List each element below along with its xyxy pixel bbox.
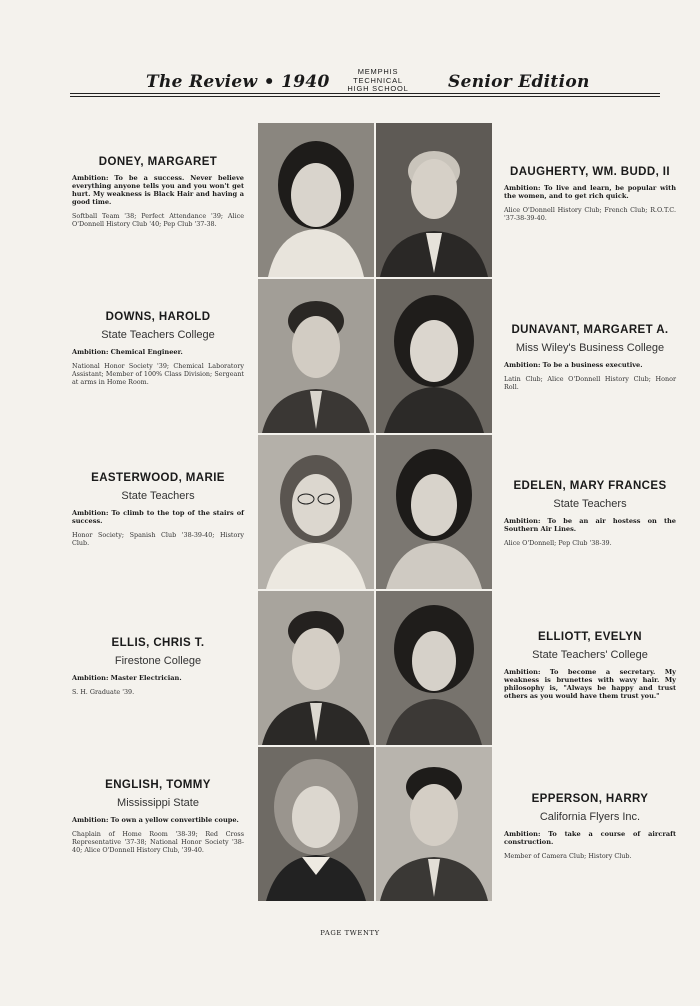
portrait-photo-elliott (376, 591, 492, 745)
student-college: State Teachers (121, 490, 195, 502)
publication-title: The Review • 1940 (146, 72, 330, 92)
header-rule-top (70, 93, 660, 94)
portrait-photo-daugherty (376, 123, 492, 277)
school-name-line-3: HIGH SCHOOL (347, 84, 409, 93)
header-rule-bottom (70, 96, 660, 97)
student-entry-elliott (504, 631, 676, 706)
edition-title: Senior Edition (448, 72, 590, 92)
portrait-image (376, 435, 492, 589)
student-college: State Teachers' College (532, 649, 648, 661)
student-ambition: Ambition: Chemical Engineer. (72, 348, 183, 356)
portrait-image (258, 123, 374, 277)
student-college: Mississippi State (117, 797, 199, 809)
portrait-image (258, 591, 374, 745)
portrait-image (376, 279, 492, 433)
student-name: DOWNS, HAROLD (105, 311, 211, 323)
student-college: State Teachers (553, 498, 627, 510)
student-entry-downs (72, 311, 244, 386)
student-activities: Member of Camera Club; History Club. (504, 852, 632, 860)
portrait-photo-downs (258, 279, 374, 433)
student-entry-edelen (504, 480, 676, 547)
portrait-image (376, 123, 492, 277)
student-activities: S. H. Graduate '39. (72, 688, 135, 696)
student-ambition: Ambition: To climb to the top of the stairs of success. (72, 509, 244, 525)
student-name: DAUGHERTY, WM. BUDD, II (510, 166, 670, 178)
page-number: PAGE TWENTY (320, 929, 380, 937)
portrait-photo-english (258, 747, 374, 901)
student-name: ELLIOTT, EVELYN (538, 631, 642, 643)
portrait-image (258, 435, 374, 589)
student-college: State Teachers College (101, 329, 215, 341)
portrait-photo-easterwood (258, 435, 374, 589)
portrait-image (258, 747, 374, 901)
portrait-image (376, 591, 492, 745)
school-name-line-1: MEMPHIS (357, 67, 399, 76)
student-college: Miss Wiley's Business College (515, 342, 665, 354)
student-college: California Flyers Inc. (539, 811, 641, 823)
student-name: DONEY, MARGARET (98, 156, 218, 168)
student-ambition: Ambition: To become a secretary. My weakness is brunettes with wavy hair. My philosophy is, "Always be happy and trust others as you would have them trust you." (504, 668, 676, 700)
student-name: EASTERWOOD, MARIE (91, 472, 225, 484)
portrait-image (258, 279, 374, 433)
student-college: Firestone College (114, 655, 202, 667)
student-ambition: Ambition: To be a business executive. (504, 361, 643, 369)
portrait-image (376, 747, 492, 901)
student-ambition: Ambition: To take a course of aircraft construction. (504, 830, 676, 846)
student-activities: Latin Club; Alice O'Donnell History Club; Honor Roll. (504, 375, 676, 391)
portrait-photo-edelen (376, 435, 492, 589)
school-name (338, 68, 418, 94)
student-activities: National Honor Society '39; Chemical Laboratory Assistant; Member of 100% Class Division; Sergeant at arms in Home Room. (72, 362, 244, 386)
student-entry-ellis (72, 637, 244, 696)
student-entry-doney (72, 156, 244, 228)
portrait-photo-doney (258, 123, 374, 277)
student-name: EPPERSON, HARRY (531, 793, 649, 805)
portrait-photo-epperson (376, 747, 492, 901)
portrait-photo-dunavant (376, 279, 492, 433)
page-header (70, 62, 660, 102)
student-ambition: Ambition: To be an air hostess on the Southern Air Lines. (504, 517, 676, 533)
student-name: DUNAVANT, MARGARET A. (511, 324, 669, 336)
student-activities: Alice O'Donnell History Club; French Club; R.O.T.C. '37-38-39-40. (504, 206, 676, 222)
student-name: ENGLISH, TOMMY (105, 779, 211, 791)
student-entry-english (72, 779, 244, 854)
student-activities: Honor Society; Spanish Club '38-39-40; History Club. (72, 531, 244, 547)
student-entry-epperson (504, 793, 676, 860)
student-entry-daugherty (504, 166, 676, 222)
student-ambition: Ambition: To live and learn, be popular with the women, and to get rich quick. (504, 184, 676, 200)
student-activities: Alice O'Donnell; Pep Club '38-39. (504, 539, 612, 547)
student-activities: Chaplain of Home Room '38-39; Red Cross Representative '37-38; National Honor Society '38-40; Alice O'Donnell History Club, '39-40. (72, 830, 244, 854)
student-activities: Softball Team '38; Perfect Attendance '39; Alice O'Donnell History Club '40; Pep Club '37-38. (72, 212, 244, 228)
portrait-photo-ellis (258, 591, 374, 745)
student-ambition: Ambition: Master Electrician. (72, 674, 182, 682)
student-entry-dunavant (504, 324, 676, 391)
student-name: ELLIS, CHRIS T. (111, 637, 205, 649)
student-ambition: Ambition: To be a success. Never believe everything anyone tells you and you won't get hurt. My weakness is Black Hair and having a good time. (72, 174, 244, 206)
student-ambition: Ambition: To own a yellow convertible coupe. (72, 816, 239, 824)
student-name: EDELEN, MARY FRANCES (513, 480, 667, 492)
school-name-line-2: TECHNICAL (353, 75, 403, 85)
student-entry-easterwood (72, 472, 244, 547)
